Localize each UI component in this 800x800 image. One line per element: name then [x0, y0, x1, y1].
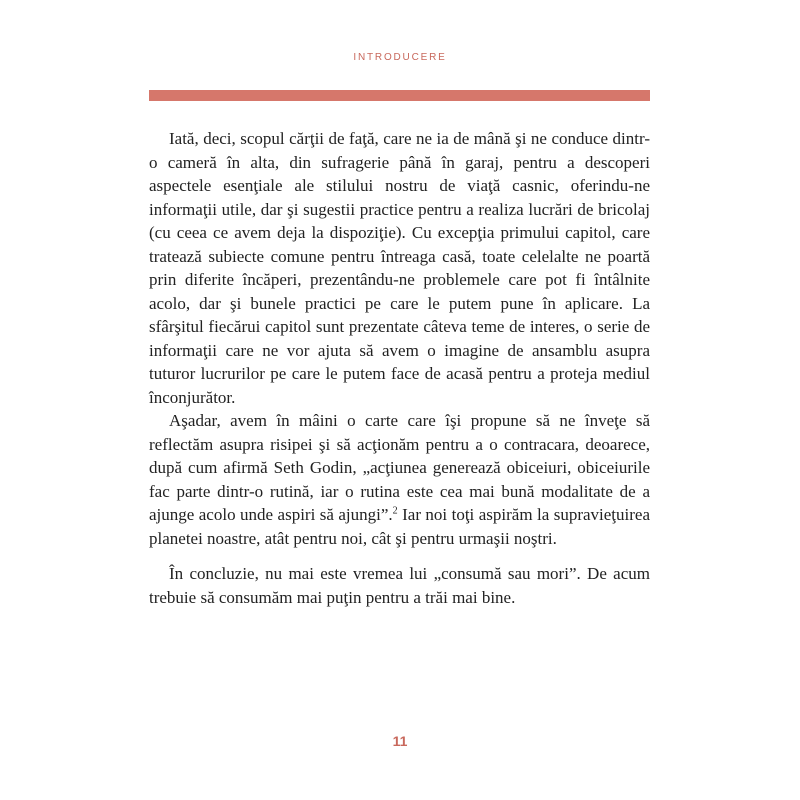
- paragraph-text: Iar noi toţi aspirăm la supravieţuirea planetei noastre, atât pentru noi, cât şi pentru urmaşii noştri.: [149, 505, 650, 548]
- paragraph: Iată, deci, scopul cărţii de faţă, care ne ia de mână şi ne conduce dintr-o cameră în alta, din sufragerie până în garaj, pentru a descoperi aspectele esenţiale ale stilului nostru de viaţă casnic, oferindu-ne informaţii utile, dar şi sugestii practice pentru a realiza lucrări de bricolaj (cu ceea ce avem deja la dispoziţie). Cu excepţia primului capitol, care tratează subiecte comune pentru întreaga casă, toate celelalte ne poartă prin diferite încăperi, prezentându-ne problemele care pot fi întâlnite acolo, dar şi bunele practici pe care le putem pune în aplicare. La sfârşitul fiecărui capitol sunt prezentate câteva teme de interes, o serie de informaţii care ne vor ajuta să avem o imagine de ansamblu asupra tuturor lucrurilor pe care le putem face de acasă pentru a proteja mediul înconjurător.: [149, 129, 650, 407]
- paragraph: [149, 409, 650, 550]
- page-number: 11: [392, 733, 408, 749]
- paragraph: În concluzie, nu mai este vremea lui „consumă sau mori”. De acum trebuie să consumăm mai puţin pentru a trăi mai bine.: [149, 564, 650, 607]
- header-rule: [149, 90, 650, 101]
- chapter-title: INTRODUCERE: [353, 52, 447, 63]
- body-text: [149, 127, 650, 609]
- footnote-marker[interactable]: 2: [392, 505, 398, 517]
- paragraph-text: Aşadar, avem în mâini o carte care îşi propune să ne înveţe să reflectăm asupra risipei şi să acţionăm pentru a o contracara, deoarece, după cum afirmă Seth Godin, „acţiunea generează obiceiuri, obiceiurile fac parte dintr-o rutină, iar o rutina este cea mai bună modalitate de a ajunge acolo unde aspiri să ajungi”.: [149, 411, 650, 524]
